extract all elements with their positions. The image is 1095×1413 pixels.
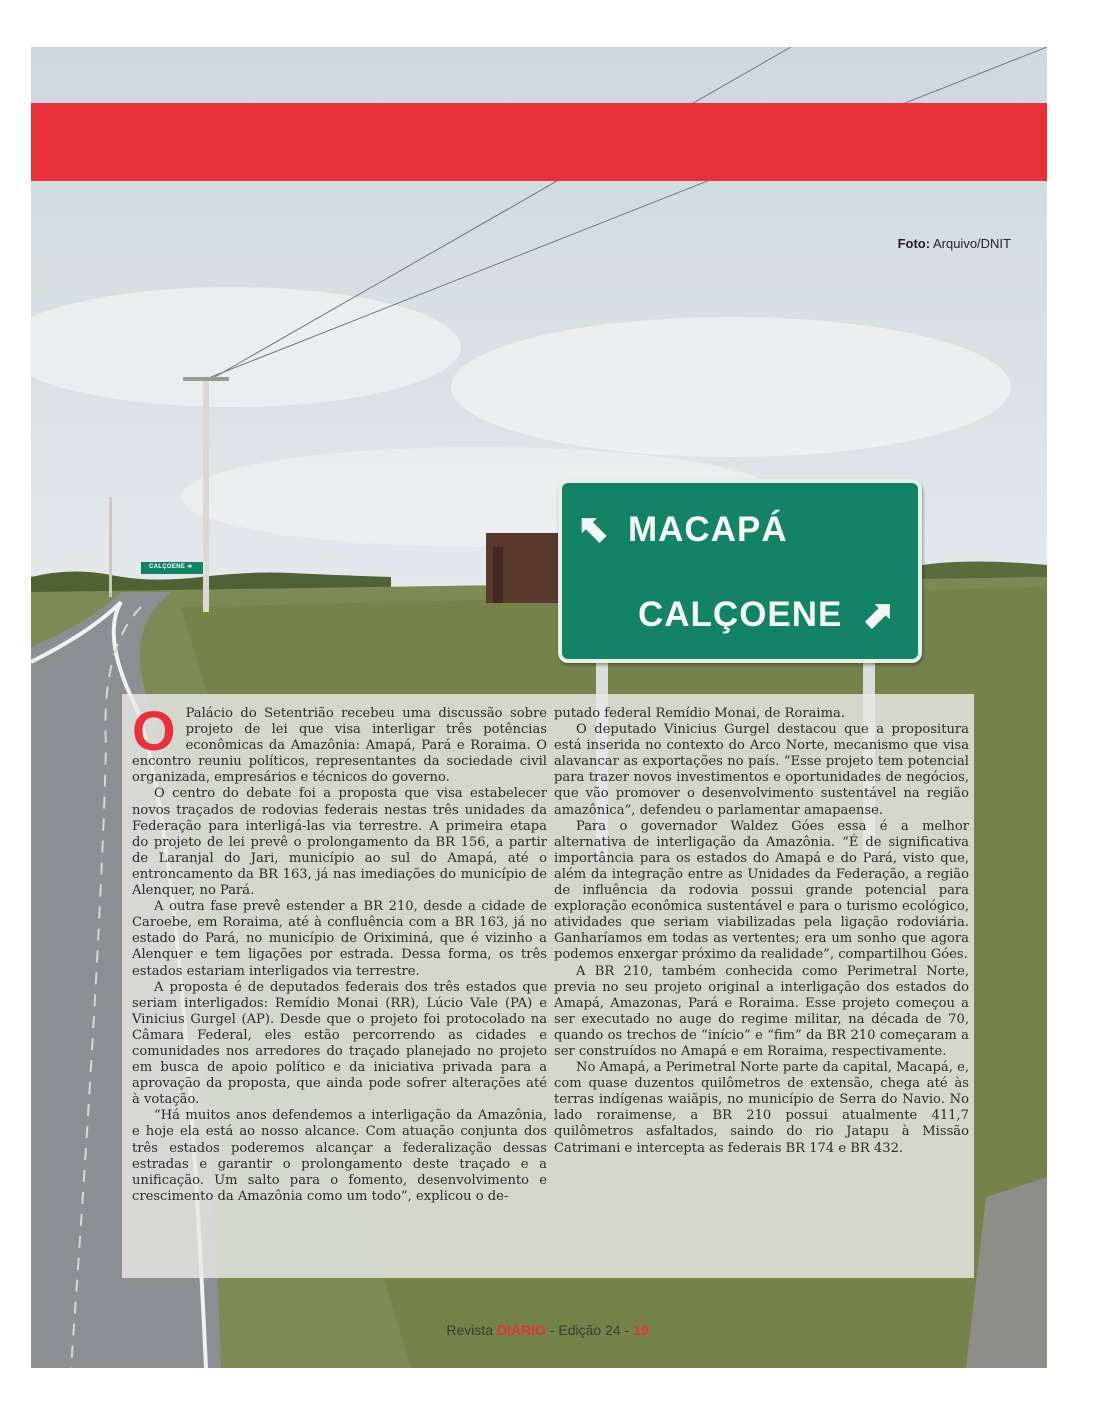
photo-credit-label: Foto: <box>897 236 931 251</box>
article-paragraph: A BR 210, também conhecida como Perimetral Norte, previa no seu projeto original a interligação dos estados do Amapá, Amazonas, Pará e Roraima. Esse projeto começou a ser executado no auge do regime militar, na década de 70, quando os trechos de “início” e “fim” da BR 210 começaram a ser construídos no Amapá e em Roraima, respectivamente. <box>554 963 969 1059</box>
paragraph-text: Palácio do Setentrião recebeu uma discussão sobre projeto de lei que visa interligar três potências econômicas da Amazônia: Amapá, Pará e Roraima. O encontro reuniu políticos, representantes da sociedade civil organizada, empresários e técnicos do governo. <box>132 706 547 786</box>
article-paragraph: putado federal Remídio Monai, de Roraima. <box>554 706 845 721</box>
photo-credit-source: Arquivo/DNIT <box>932 236 1011 251</box>
drop-cap: O <box>132 699 176 762</box>
footer-edition: - Edição 24 - <box>549 1322 630 1338</box>
distant-road-sign-text: CALÇOENE ➔ <box>149 564 193 570</box>
footer-prefix: Revista <box>446 1322 494 1338</box>
article-paragraph: A outra fase prevê estender a BR 210, desde a cidade de Caroebe, em Roraima, até à confluência com a BR 163, já no estado do Pará, no município de Oriximiná, que é vizinho a Alenquer e tem ligações por estrada. Dessa forma, os três estados estariam interligados via terrestre. <box>132 899 547 979</box>
article-column-2 <box>554 706 969 1157</box>
road-sign <box>558 479 922 663</box>
article-paragraph: O centro do debate foi a proposta que visa estabelecer novos traçados de rodovias federais nestas três unidades da Federação para interligá-las via terrestre. A primeira etapa do projeto de lei prevê o prolongamento da BR 156, a partir de Laranjal do Jari, município ao sul do Amapá, até o entroncamento da BR 163, já nas imediações do município de Alenquer, no Pará. <box>132 786 547 899</box>
footer-brand: DIÁRIO <box>496 1322 546 1338</box>
article-paragraph: O deputado Vinicius Gurgel destacou que a propositura está inserida no contexto do Arco Norte, mecanismo que visa alavancar as exportações no país. “Esse projeto tem potencial para trazer novos investimentos e oportunidades de negócios, que vão promover o desenvolvimento sustentável na região amazônica”, defendeu o parlamentar amapaense. <box>554 722 969 818</box>
road-sign-line-1: MACAPÁ <box>628 510 788 549</box>
article-paragraph: Para o governador Waldez Góes essa é a melhor alternativa de interligação da Amazônia. “É de significativa importância para os estados do Amapá e do Pará, visto que, além da integração entre as Unidades da Federação, a região de influência da rodovia possui grande potencial para exploração econômica sustentável e para o turismo ecológico, atividades que seriam viabilizadas pela ligação rodoviária. Ganharíamos em todas as vertentes; era um sonho que agora podemos enxergar próximo da realidade”, compartilhou Góes. <box>554 818 969 963</box>
page-footer <box>0 1322 1095 1338</box>
article-paragraph: A proposta é de deputados federais dos três estados que seriam interligados: Remídio Monai (RR), Lúcio Vale (PA) e Vinicius Gurgel (AP). Desde que o projeto foi protocolado na Câmara Federal, eles estão percorrendo as cidades e comunidades nos arredores do traçado planejado no projeto em busca de apoio político e da iniciativa privada para a aprovação da proposta, que ainda pode sofrer alterações até à votação. <box>132 979 547 1108</box>
article-column-1 <box>132 699 547 1205</box>
page-number: 19 <box>633 1322 649 1338</box>
distant-road-sign <box>140 561 204 575</box>
article-paragraph: “Há muitos anos defendemos a interligação da Amazônia, e hoje ela está ao nosso alcance. Com atuação conjunta dos três estados poderemos alcançar a federalização dessas estradas e garantir o prolongamento deste traçado e a unificação. Um salto para o fomento, desenvolvimento e crescimento da Amazônia como um todo”, explicou o de- <box>132 1108 547 1204</box>
article-paragraph: No Amapá, a Perimetral Norte parte da capital, Macapá, e, com quase duzentos quilômetros de extensão, chega até às terras indígenas waiãpis, no município de Serra do Navio. No lado roraimense, a BR 210 possui atualmente 411,7 quilômetros asfaltados, saindo do rio Jatapu à Missão Catrimani e intercepta as federais BR 174 e BR 432. <box>554 1060 969 1156</box>
photo-credit <box>898 236 1011 251</box>
arrow-up-left-icon: ⬉ <box>578 506 612 552</box>
article-body <box>122 694 974 1278</box>
header-color-band <box>31 103 1047 181</box>
article-paragraph <box>132 699 547 786</box>
road-sign-line-2: CALÇOENE <box>638 595 843 634</box>
arrow-up-right-icon: ⬈ <box>860 592 894 638</box>
